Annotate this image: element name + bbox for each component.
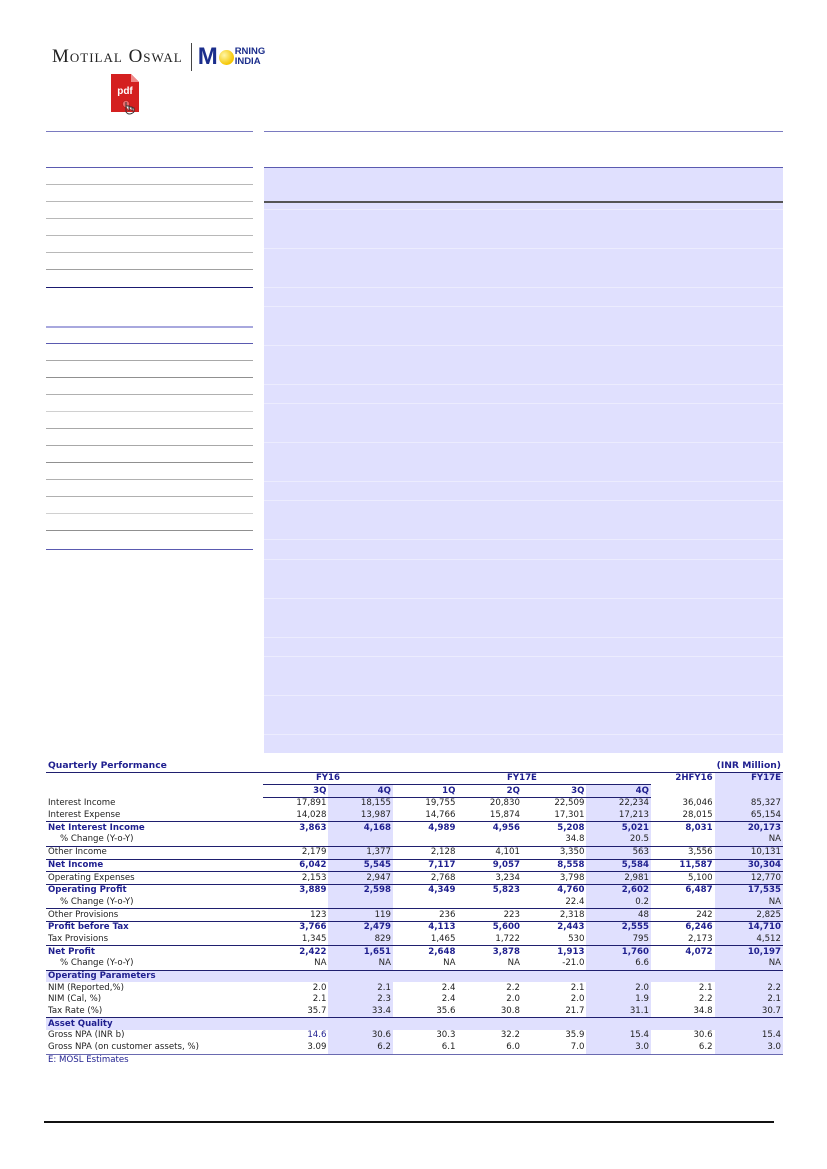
- row-label: NIM (Cal, %): [48, 994, 102, 1005]
- cell-value: 8,031: [651, 822, 715, 834]
- cell-value: 6.2: [328, 1042, 393, 1054]
- morning-india-m: M: [197, 43, 218, 70]
- cell-value: 33.4: [328, 1006, 393, 1018]
- cell-value: 5,021: [586, 822, 651, 834]
- row-label: Gross NPA (INR b): [48, 1030, 125, 1041]
- cell-value: 6.0: [457, 1042, 522, 1054]
- cell-value: 4,072: [651, 946, 715, 958]
- cell-value: [393, 834, 458, 846]
- table-row: [46, 834, 783, 846]
- quarter-header: 2Q: [457, 785, 522, 798]
- cell-value: 36,046: [682, 798, 713, 809]
- cell-value: 35.9: [565, 1030, 585, 1041]
- divider: [264, 695, 783, 696]
- cell-value: 5,600: [457, 921, 522, 933]
- cell-value: 2.4: [441, 982, 456, 993]
- cell-value: 13,987: [328, 810, 393, 822]
- cell-value: 3,350: [522, 846, 587, 859]
- divider: [46, 287, 253, 288]
- cell-value: 17,301: [554, 810, 585, 821]
- cell-value: 28,015: [682, 810, 713, 821]
- cell-value: 30.6: [328, 1030, 393, 1042]
- cell-value: 563: [586, 846, 651, 859]
- cell-value: 35.6: [436, 1006, 456, 1017]
- row-label: Other Provisions: [46, 909, 263, 922]
- cell-value: 1,345: [301, 933, 327, 944]
- divider: [264, 500, 783, 501]
- table-row: [46, 1006, 783, 1018]
- cell-value: 2,318: [522, 909, 587, 922]
- cell-value: 2.2: [698, 994, 713, 1005]
- cell-value: 829: [328, 934, 393, 946]
- cell-value: 65,154: [715, 810, 783, 822]
- divider: [264, 131, 783, 132]
- divider: [46, 496, 253, 497]
- cell-value: 223: [457, 909, 522, 922]
- cell-value: 15.4: [586, 1030, 651, 1042]
- cell-value: 2,479: [328, 921, 393, 933]
- cell-value: 3,863: [263, 822, 328, 834]
- cell-value: 530: [568, 933, 585, 944]
- row-label: Net Profit: [46, 946, 263, 958]
- table-row: [46, 897, 783, 909]
- divider: [46, 218, 253, 219]
- row-label: Other Income: [46, 846, 263, 859]
- table-row: [46, 982, 783, 994]
- divider: [46, 549, 253, 550]
- cell-value: 1,722: [495, 933, 520, 944]
- cell-value: [263, 897, 328, 909]
- divider: [46, 462, 253, 463]
- cell-value: [393, 897, 458, 909]
- table-row: [46, 872, 783, 885]
- unit-label: (INR Million): [716, 760, 781, 772]
- cell-value: 3,798: [522, 872, 587, 885]
- brand-name: Motilal Oswal: [52, 46, 183, 67]
- cell-value: 5,584: [586, 859, 651, 872]
- cell-value: 30.6: [693, 1030, 713, 1041]
- sun-icon: [219, 50, 234, 65]
- cell-value: 14.6: [307, 1030, 327, 1041]
- divider: [264, 539, 783, 540]
- divider: [264, 481, 783, 482]
- cell-value: 2,598: [328, 884, 393, 896]
- cell-value: 2,179: [263, 846, 328, 859]
- cell-value: 2.1: [715, 994, 783, 1006]
- cell-value: 35.7: [307, 1006, 327, 1017]
- cell-value: 31.1: [586, 1006, 651, 1018]
- divider: [46, 530, 253, 531]
- divider: [264, 637, 783, 638]
- row-label: Net Interest Income: [46, 822, 263, 834]
- cell-value: 1,760: [586, 946, 651, 958]
- cell-value: 2.2: [506, 982, 520, 993]
- cell-value: 7.0: [522, 1042, 587, 1054]
- row-label: Profit before Tax: [46, 921, 263, 933]
- cell-value: 6,246: [651, 921, 715, 933]
- cell-value: 2.1: [698, 982, 713, 993]
- cell-value: 5,545: [328, 859, 393, 872]
- divider: [264, 598, 783, 599]
- cell-value: NA: [314, 958, 327, 969]
- cell-value: 2,768: [393, 872, 458, 885]
- cell-value: 4,101: [457, 846, 522, 859]
- divider: [264, 201, 783, 203]
- table-row: [46, 909, 783, 922]
- table-row: [46, 994, 783, 1006]
- cell-value: 236: [393, 909, 458, 922]
- cell-value: 22.4: [565, 896, 585, 907]
- section-header-row: [46, 970, 783, 982]
- divider: [264, 734, 783, 735]
- cell-value: NA: [443, 958, 456, 969]
- cell-value: -21.0: [562, 958, 585, 969]
- row-label: Operating Expenses: [46, 872, 263, 885]
- divider: [46, 445, 253, 446]
- morning-text: RNING: [234, 46, 266, 57]
- cell-value: 2,422: [263, 946, 328, 958]
- cell-value: 123: [263, 909, 328, 922]
- cell-value: 21.7: [565, 1006, 585, 1017]
- cell-value: 9,057: [457, 859, 522, 872]
- footer-divider: [44, 1121, 774, 1123]
- cell-value: 14,028: [296, 810, 327, 821]
- cell-value: 22,234: [586, 798, 651, 810]
- divider: [46, 513, 253, 514]
- cell-value: 3.0: [715, 1042, 783, 1054]
- group-header-fy16: FY16: [263, 772, 393, 785]
- cell-value: NA: [507, 958, 520, 969]
- cell-value: 20.5: [586, 834, 651, 846]
- cell-value: 30.7: [715, 1006, 783, 1018]
- cell-value: 30.3: [436, 1030, 456, 1041]
- divider: [264, 209, 783, 210]
- cell-value: 6,042: [263, 859, 328, 872]
- cell-value: 10,197: [715, 946, 783, 958]
- cell-value: 6.6: [586, 958, 651, 970]
- cell-value: 2,981: [586, 872, 651, 885]
- cell-value: 2.0: [506, 994, 520, 1005]
- divider: [264, 306, 783, 307]
- cell-value: 17,213: [586, 810, 651, 822]
- table-row: [46, 884, 783, 896]
- cell-value: 5,823: [457, 884, 522, 896]
- table-row: [46, 859, 783, 872]
- cell-value: 30.8: [500, 1006, 520, 1017]
- table-row: [46, 846, 783, 859]
- cell-value: NA: [715, 958, 783, 970]
- cell-value: 2,648: [393, 946, 458, 958]
- cell-value: 6.1: [393, 1042, 458, 1054]
- cell-value: 85,327: [715, 798, 783, 810]
- cell-value: 119: [328, 909, 393, 922]
- cell-value: 3.09: [263, 1042, 328, 1054]
- divider: [46, 377, 253, 378]
- divider: [46, 252, 253, 253]
- cell-value: 4,989: [393, 822, 458, 834]
- cell-value: 1,651: [328, 946, 393, 958]
- divider: [46, 131, 253, 132]
- morning-india-text: [235, 47, 266, 67]
- cell-value: 3,889: [263, 884, 328, 896]
- table-row: [46, 958, 783, 970]
- cell-value: 3,766: [263, 921, 328, 933]
- cell-value: 2.3: [328, 994, 393, 1006]
- cell-value: 4,349: [393, 884, 458, 896]
- group-header-fy17e: FY17E: [393, 772, 651, 785]
- cell-value: 2,153: [263, 872, 328, 885]
- divider: [264, 248, 783, 249]
- cell-value: 0.2: [586, 897, 651, 909]
- cell-value: 14,766: [425, 810, 456, 821]
- cell-value: 2.1: [570, 982, 585, 993]
- table-row: [46, 810, 783, 822]
- cell-value: [651, 958, 715, 970]
- cell-value: 1,465: [430, 933, 456, 944]
- divider: [264, 559, 783, 560]
- row-label: Interest Expense: [48, 810, 121, 821]
- cell-value: 3,556: [651, 846, 715, 859]
- divider: [264, 442, 783, 443]
- cell-value: 1,913: [522, 946, 587, 958]
- cell-value: 242: [651, 909, 715, 922]
- cell-value: 2.0: [312, 982, 327, 993]
- cell-value: 30,304: [715, 859, 783, 872]
- cell-value: [328, 897, 393, 909]
- quarterly-performance-table: [46, 760, 783, 1066]
- divider: [46, 394, 253, 395]
- row-label: % Change (Y-o-Y): [60, 958, 134, 969]
- cell-value: 2,128: [393, 846, 458, 859]
- row-label: % Change (Y-o-Y): [60, 896, 134, 907]
- cell-value: [457, 897, 522, 909]
- quarter-header: 3Q: [263, 785, 328, 798]
- row-label: % Change (Y-o-Y): [60, 834, 134, 845]
- cell-value: [328, 834, 393, 846]
- cell-value: 7,117: [393, 859, 458, 872]
- cell-value: 4,956: [457, 822, 522, 834]
- cell-value: 2,173: [687, 933, 713, 944]
- table-row: [46, 934, 783, 946]
- cell-value: 5,208: [522, 822, 587, 834]
- cell-value: 1,377: [328, 846, 393, 859]
- cell-value: 48: [586, 909, 651, 922]
- cell-value: 2.0: [570, 994, 585, 1005]
- cell-value: 2.1: [312, 994, 327, 1005]
- quarter-header: 4Q: [328, 785, 393, 798]
- cell-value: [457, 834, 522, 846]
- cell-value: 3,234: [457, 872, 522, 885]
- cell-value: 20,173: [715, 822, 783, 834]
- cell-value: [651, 834, 715, 846]
- cell-value: 2,602: [586, 884, 651, 896]
- group-header-fy17e-total: FY17E: [715, 772, 783, 785]
- section-header: Operating Parameters: [46, 970, 263, 982]
- table-row: [46, 798, 783, 810]
- cell-value: NA: [715, 897, 783, 909]
- cell-value: 2.0: [586, 982, 651, 994]
- divider: [264, 287, 783, 288]
- row-label: Operating Profit: [46, 884, 263, 896]
- section-header-row: [46, 1018, 783, 1030]
- cell-value: 2,947: [328, 872, 393, 885]
- cell-value: 2.2: [715, 982, 783, 994]
- divider: [46, 411, 253, 412]
- cell-value: 2,555: [586, 921, 651, 933]
- cell-value: [651, 897, 715, 909]
- table-row: [46, 1030, 783, 1042]
- divider: [46, 428, 253, 429]
- cell-value: 18,155: [328, 798, 393, 810]
- quarter-header: 4Q: [586, 785, 651, 798]
- row-label: Tax Provisions: [48, 933, 109, 944]
- estimates-note: E: MOSL Estimates: [48, 1054, 129, 1065]
- row-label: Tax Rate (%): [48, 1006, 103, 1017]
- shaded-empty-panel: [264, 168, 783, 753]
- cell-value: 795: [586, 934, 651, 946]
- cell-value: 11,587: [651, 859, 715, 872]
- cell-value: 4,512: [715, 934, 783, 946]
- divider: [46, 184, 253, 185]
- cell-value: NA: [715, 834, 783, 846]
- cell-value: 15.4: [715, 1030, 783, 1042]
- divider: [264, 345, 783, 346]
- logo-divider: [191, 43, 192, 71]
- pdf-label: pdf: [117, 86, 133, 97]
- table-note-row: [46, 1054, 783, 1066]
- section-header: Asset Quality: [46, 1018, 263, 1030]
- cell-value: 3,878: [457, 946, 522, 958]
- divider: [264, 384, 783, 385]
- cell-value: 2,443: [522, 921, 587, 933]
- cell-value: 4,113: [393, 921, 458, 933]
- motilal-oswal-logo: [52, 42, 265, 72]
- divider: [264, 656, 783, 657]
- cell-value: NA: [328, 958, 393, 970]
- cell-value: 34.8: [565, 834, 585, 845]
- divider: [46, 235, 253, 236]
- quarter-header: 3Q: [522, 785, 587, 798]
- row-label: Gross NPA (on customer assets, %): [46, 1042, 263, 1054]
- divider: [46, 269, 253, 270]
- row-label: Net Income: [46, 859, 263, 872]
- cell-value: 34.8: [693, 1006, 713, 1017]
- divider: [264, 403, 783, 404]
- cell-value: 10,131: [715, 846, 783, 859]
- cell-value: 17,535: [715, 884, 783, 896]
- cell-value: 2.1: [328, 982, 393, 994]
- cell-value: 1.9: [586, 994, 651, 1006]
- cell-value: 4,168: [328, 822, 393, 834]
- india-text: INDIA: [234, 56, 261, 67]
- divider: [46, 360, 253, 361]
- pdf-download-icon[interactable]: [109, 72, 143, 116]
- cell-value: 5,100: [651, 872, 715, 885]
- divider: [46, 201, 253, 202]
- cell-value: 2.4: [441, 994, 456, 1005]
- cell-value: 6.2: [651, 1042, 715, 1054]
- table-row: [46, 1042, 783, 1054]
- cell-value: 32.2: [500, 1030, 520, 1041]
- cell-value: [263, 834, 328, 846]
- cell-value: 20,830: [489, 798, 520, 809]
- cell-value: 19,755: [425, 798, 456, 809]
- table-row: [46, 822, 783, 834]
- cell-value: 22,509: [554, 798, 585, 809]
- row-label: Interest Income: [48, 798, 116, 809]
- divider: [46, 479, 253, 480]
- divider: [46, 326, 253, 328]
- divider: [46, 343, 253, 344]
- cell-value: 14,710: [715, 921, 783, 933]
- cell-value: 3.0: [586, 1042, 651, 1054]
- cell-value: 2,825: [715, 909, 783, 922]
- cell-value: 15,874: [489, 810, 520, 821]
- quarter-header: 1Q: [393, 785, 458, 798]
- cell-value: 6,487: [651, 884, 715, 896]
- cell-value: 12,770: [715, 872, 783, 885]
- cell-value: 8,558: [522, 859, 587, 872]
- cell-value: 17,891: [296, 798, 327, 809]
- table-title: Quarterly Performance: [48, 760, 167, 772]
- table-row: [46, 946, 783, 958]
- table-row: [46, 921, 783, 933]
- group-header-2hfy16: 2HFY16: [651, 772, 715, 785]
- cell-value: 4,760: [522, 884, 587, 896]
- row-label: NIM (Reported,%): [48, 982, 124, 993]
- divider: [46, 167, 253, 168]
